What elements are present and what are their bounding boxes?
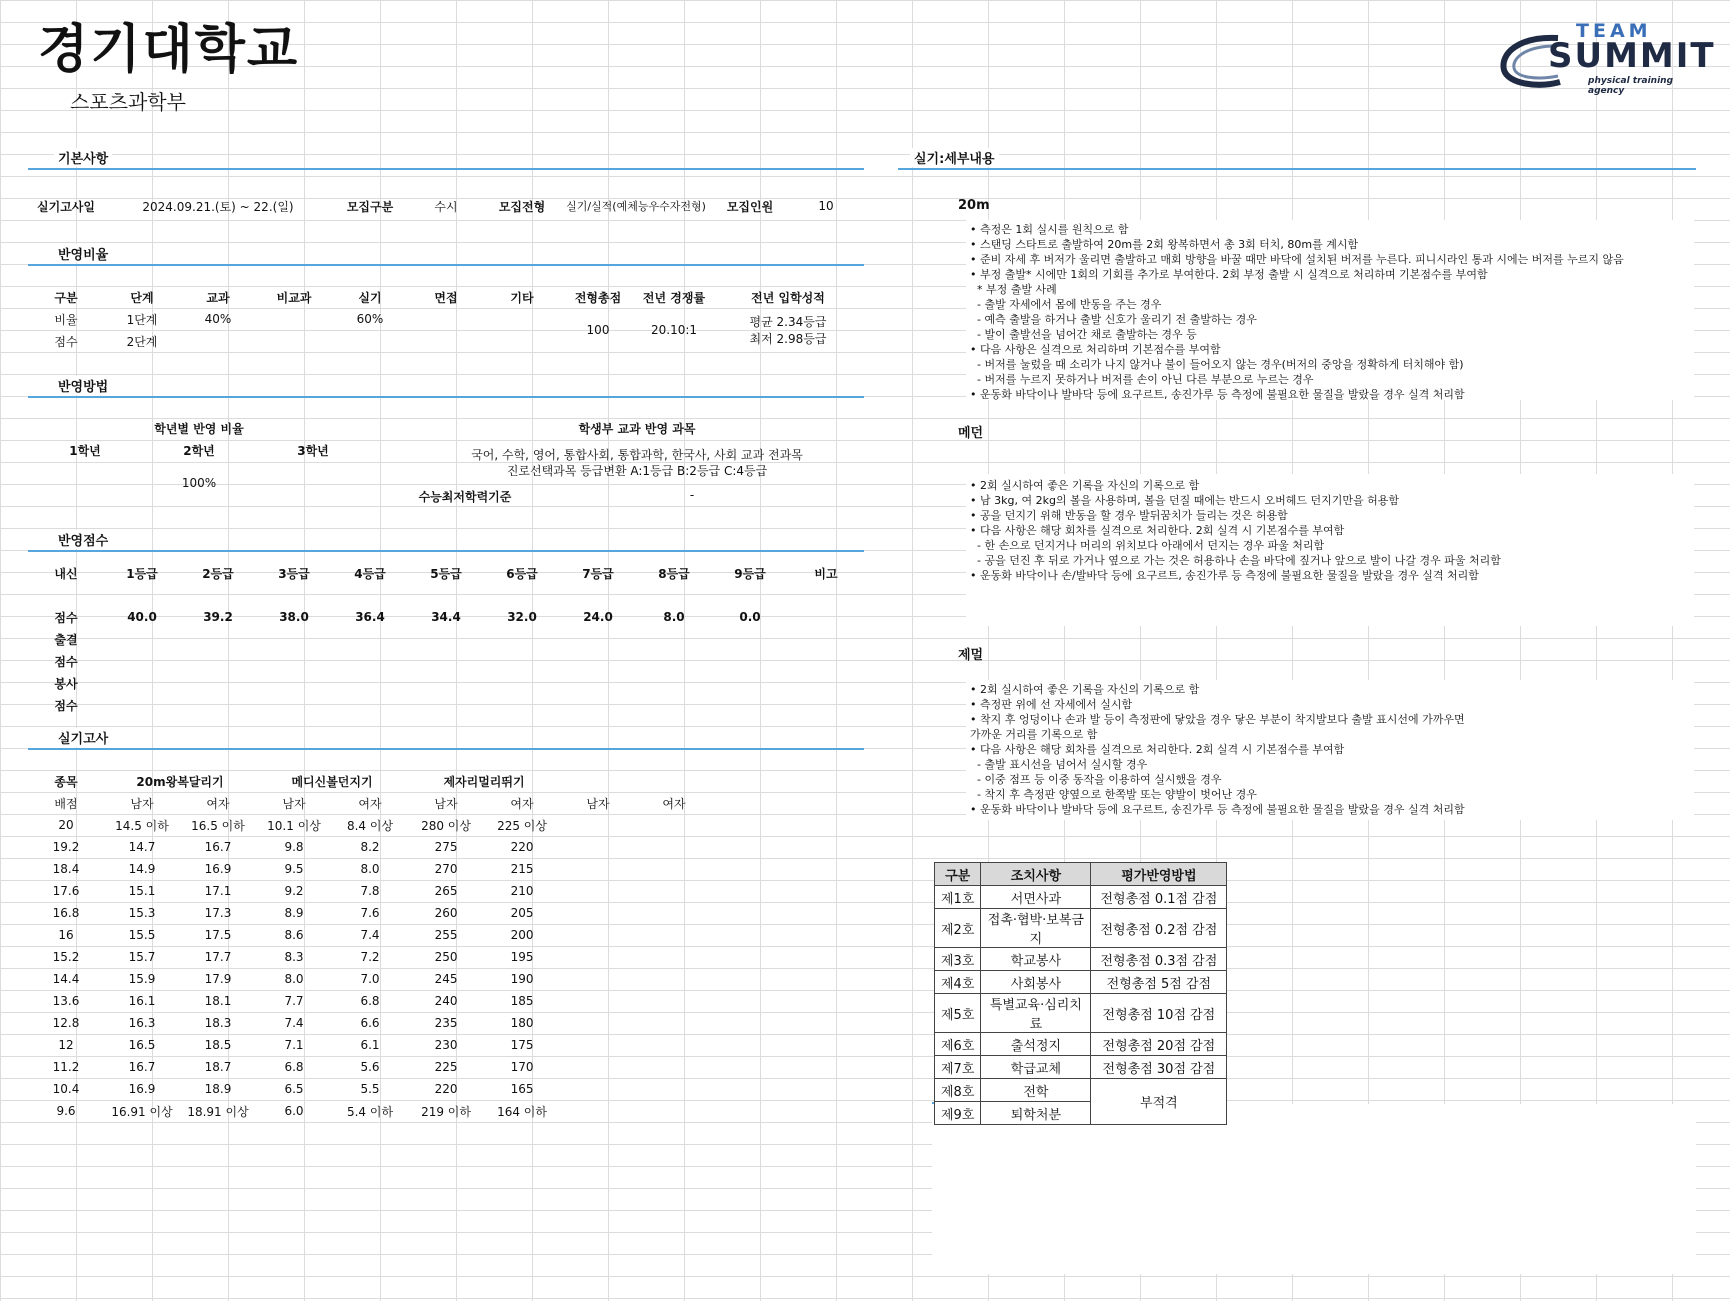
exam-date-value: 2024.09.21.(토) ~ 22.(일): [142, 199, 294, 214]
practical-cell: 16.7: [204, 840, 232, 854]
score-extra-label: 봉사: [54, 676, 78, 691]
practical-cell: 15.9: [128, 972, 156, 986]
practical-cell: 14.9: [128, 862, 156, 876]
penalty-level: 제9호: [935, 1102, 981, 1125]
practical-cell: 170: [510, 1060, 534, 1074]
jump-rules: • 2회 실시하여 좋은 기록을 자신의 기록으로 함 • 측정판 위에 선 자세에서 실시함 • 착지 후 엉덩이나 손과 발 등이 측정판에 닿았을 경우 닿은 부분이 착지발보다 출발 표시선에 가까우면 가까운 거리를 기록으로 함 • 다음 사항은 해당 회차를 실격으로 처리한다. 2회 실격 시 기본점수를 부여함 - 출발 표시선을 넘어서 실시할 경우 - 이중 점프 등 이중 동작을 이용하여 실시했을 경우 - 착지 후 측정판 양옆으로 한쪽발 또는 양발이 벗어난 경우 • 운동화 바닥이나 발바닥 등에 요구르트, 송진가루 등 측정에 불필요한 물질을 발랐을 경우 실격 처리함: [966, 680, 1694, 820]
penalty-method: 전형총점 0.3점 감점: [1091, 948, 1227, 971]
penalty-row: [935, 909, 1227, 948]
practical-row: [28, 858, 712, 880]
penalty-level: 제8호: [935, 1079, 981, 1102]
practical-points: 12: [58, 1038, 74, 1052]
grade-2: 2학년: [183, 444, 215, 458]
run-rules: • 측정은 1회 실시를 원칙으로 함 • 스탠딩 스타트로 출발하여 20m를 2회 왕복하면서 총 3회 터치, 80m를 계시함 • 준비 자세 후 버저가 울리면 출발하고 매회 방향을 바꿀 때만 바닥에 설치된 버저를 누른다. 피니시라인 통과 시에는 버저를 누르지 않음 • 부정 출발* 시에만 1회의 기회를 추가로 부여한다. 2회 부정 출발 시 실격으로 처리하며 기본점수를 부여함 * 부정 출발 사례 - 출발 자세에서 몸에 반동을 주는 경우 - 예측 출발을 하거나 출발 신호가 울리기 전 출발하는 경우 - 발이 출발선을 넘어간 채로 출발하는 경우 등 • 다음 사항은 실격으로 처리하며 기본점수를 부여함 - 버저를 눌렀을 때 소리가 나지 않거나 불이 들어오지 않는 경우(버저의 중앙을 정확하게 터치해야 함) - 버저를 누르지 못하거나 버저를 손이 아닌 다른 부분으로 누르는 경우 • 운동화 바닥이나 발바닥 등에 요구르트, 송진가루 등 측정에 불필요한 물질을 발랐을 경우 실격 처리함: [966, 220, 1694, 400]
practical-cell: 200: [510, 928, 534, 942]
score-header: 내신: [54, 566, 78, 581]
practical-cell: 240: [434, 994, 458, 1008]
penalty-row: [935, 1033, 1227, 1056]
event-label: 종목: [54, 774, 78, 789]
event-name: 20m왕복달리기: [136, 774, 224, 789]
ratio-header: 단계: [130, 290, 154, 305]
practical-cell: 9.8: [284, 840, 304, 854]
practical-cell: 260: [434, 906, 458, 920]
event-name: 제자리멀리뛰기: [443, 774, 525, 789]
practical-cell: 9.5: [284, 862, 304, 876]
practical-cell: 230: [434, 1038, 458, 1052]
penalty-disqualified: 부적격: [1091, 1079, 1227, 1125]
practical-row: [28, 1012, 712, 1034]
score-extra-label: 점수: [54, 654, 78, 669]
practical-points: 18.4: [52, 862, 80, 876]
csat-value: -: [689, 488, 695, 502]
penalty-method: 전형총점 0.2점 감점: [1091, 909, 1227, 948]
practical-cell: 195: [510, 950, 534, 964]
grade-3: 3학년: [297, 444, 329, 458]
gender-female: 여자: [510, 796, 534, 811]
practical-cell: 270: [434, 862, 458, 876]
admission-label: 모집전형: [498, 199, 546, 214]
practical-cell: 18.1: [204, 994, 232, 1008]
practical-cell: 6.5: [284, 1082, 304, 1096]
penalty-level: 제3호: [935, 948, 981, 971]
practical-cell: 9.2: [284, 884, 304, 898]
score-value: 8.0: [663, 610, 685, 624]
section-divider: [28, 748, 864, 750]
practical-cell: 225: [434, 1060, 458, 1074]
penalty-action: 학교봉사: [981, 948, 1091, 971]
practical-points: 10.4: [52, 1082, 80, 1096]
penalty-action: 학급교체: [981, 1056, 1091, 1079]
score-value: 34.4: [431, 610, 461, 624]
practical-row: [28, 990, 712, 1012]
ratio-stage: 1단계: [126, 312, 158, 327]
score-value: 40.0: [127, 610, 157, 624]
practical-cell: 16.7: [128, 1060, 156, 1074]
practical-cell: 17.5: [204, 928, 232, 942]
penalty-header: 평가반영방법: [1091, 863, 1227, 886]
logo-team-text: TEAM: [1576, 20, 1652, 42]
section-title-method: 반영방법: [54, 376, 112, 395]
practical-cell: 6.0: [284, 1104, 304, 1118]
practical-cell: 210: [510, 884, 534, 898]
penalty-header: 조치사항: [981, 863, 1091, 886]
ratio-row-label: 비율: [54, 312, 78, 327]
practical-cell: 219 이하: [421, 1104, 471, 1119]
penalty-level: 제2호: [935, 909, 981, 948]
practical-cell: 250: [434, 950, 458, 964]
practical-cell: 18.7: [204, 1060, 232, 1074]
score-header: 5등급: [430, 566, 462, 581]
score-header: 8등급: [658, 566, 690, 581]
practical-cell: 165: [510, 1082, 534, 1096]
ratio-header: 기타: [510, 290, 534, 305]
ratio-header: 면접: [434, 290, 458, 305]
practical-cell: 5.4 이하: [346, 1104, 394, 1119]
practical-cell: 8.0: [284, 972, 304, 986]
practical-cell: 17.3: [204, 906, 232, 920]
score-header: 2등급: [202, 566, 234, 581]
practical-points: 14.4: [52, 972, 80, 986]
penalty-level: 제1호: [935, 886, 981, 909]
practical-cell: 6.1: [360, 1038, 380, 1052]
ratio-practical: 60%: [356, 312, 384, 326]
score-value: 32.0: [507, 610, 537, 624]
grade-ratio-header: 학년별 반영 비율: [154, 422, 244, 436]
practical-cell: 7.4: [284, 1016, 304, 1030]
section-divider: [28, 168, 864, 170]
practical-cell: 7.6: [360, 906, 380, 920]
gender-female: 여자: [662, 796, 686, 811]
penalty-method: 전형총점 5점 감점: [1091, 971, 1227, 994]
penalty-row: [935, 994, 1227, 1033]
blank-panel: [932, 1104, 1696, 1274]
practical-row: [28, 836, 712, 858]
practical-cell: 6.8: [360, 994, 380, 1008]
practical-points: 15.2: [52, 950, 80, 964]
practical-cell: 15.3: [128, 906, 156, 920]
practical-cell: 7.7: [284, 994, 304, 1008]
penalty-row: [935, 886, 1227, 909]
gender-female: 여자: [358, 796, 382, 811]
practical-cell: 5.6: [360, 1060, 380, 1074]
practical-row: [28, 1078, 712, 1100]
practical-cell: 7.1: [284, 1038, 304, 1052]
score-value: 39.2: [203, 610, 233, 624]
score-header: 비고: [814, 566, 838, 581]
practical-cell: 14.7: [128, 840, 156, 854]
penalty-action: 서면사과: [981, 886, 1091, 909]
subject-line-2: 진로선택과목 등급변환 A:1등급 B:2등급 C:4등급: [506, 464, 768, 478]
gender-male: 남자: [586, 796, 610, 811]
section-title-detail: 실기:세부내용: [910, 148, 999, 167]
practical-cell: 16.9: [128, 1082, 156, 1096]
gender-male: 남자: [130, 796, 154, 811]
penalty-level: 제6호: [935, 1033, 981, 1056]
practical-points: 19.2: [52, 840, 80, 854]
practical-cell: 8.3: [284, 950, 304, 964]
ratio-header: 전년 경쟁률: [642, 290, 706, 305]
practical-row: [28, 902, 712, 924]
practical-cell: 7.8: [360, 884, 380, 898]
ratio-admission-grade: [712, 308, 864, 352]
recruit-type-value: 수시: [434, 199, 458, 214]
recruit-type-label: 모집구분: [346, 199, 394, 214]
penalty-row: [935, 948, 1227, 971]
practical-cell: 7.4: [360, 928, 380, 942]
practical-cell: 164 이하: [497, 1104, 547, 1119]
practical-cell: 5.5: [360, 1082, 380, 1096]
logo-summit-text: SUMMIT: [1548, 36, 1716, 76]
section-title-basic: 기본사항: [54, 148, 112, 167]
penalty-method: 전형총점 10점 감점: [1091, 994, 1227, 1033]
section-divider: [28, 550, 864, 552]
ratio-row-label: 점수: [54, 334, 78, 349]
section-divider: [28, 264, 864, 266]
practical-points: 17.6: [52, 884, 80, 898]
basic-info-table: [28, 194, 864, 218]
practical-cell: 16.9: [204, 862, 232, 876]
practical-cell: 280 이상: [421, 818, 471, 833]
penalty-row: [935, 1056, 1227, 1079]
team-summit-logo: [1498, 20, 1716, 96]
page-subtitle: 스포츠과학부: [70, 90, 186, 114]
score-header: 4등급: [354, 566, 386, 581]
practical-cell: 190: [510, 972, 534, 986]
practical-cell: 17.9: [204, 972, 232, 986]
practical-cell: 220: [510, 840, 534, 854]
section-title-score: 반영점수: [54, 530, 112, 549]
penalty-action: 전학: [981, 1079, 1091, 1102]
practical-cell: 15.1: [128, 884, 156, 898]
practical-cell: 14.5 이하: [115, 818, 169, 833]
practical-row: [28, 968, 712, 990]
penalty-action: 사회봉사: [981, 971, 1091, 994]
ratio-header: 실기: [358, 290, 382, 305]
practical-table: [28, 770, 712, 1122]
exam-date-label: 실기고사일: [37, 199, 95, 214]
score-header: 1등급: [126, 566, 158, 581]
practical-cell: 175: [510, 1038, 534, 1052]
quota-label: 모집인원: [726, 199, 774, 214]
ratio-total: 100: [586, 323, 610, 337]
practical-cell: 17.1: [204, 884, 232, 898]
penalty-action: 접촉·협박·보복금지: [981, 909, 1091, 948]
practical-cell: 180: [510, 1016, 534, 1030]
penalty-level: 제7호: [935, 1056, 981, 1079]
penalty-level: 제5호: [935, 994, 981, 1033]
practical-cell: 185: [510, 994, 534, 1008]
csat-label: 수능최저학력기준: [418, 490, 512, 504]
gender-male: 남자: [282, 796, 306, 811]
penalty-level: 제4호: [935, 971, 981, 994]
practical-row: [28, 1100, 712, 1122]
practical-cell: 6.6: [360, 1016, 380, 1030]
practical-cell: 16.1: [128, 994, 156, 1008]
score-header: 7등급: [582, 566, 614, 581]
practical-cell: 6.8: [284, 1060, 304, 1074]
penalty-row: [935, 1079, 1227, 1102]
practical-cell: 18.91 이상: [187, 1104, 249, 1119]
practical-row: [28, 946, 712, 968]
practical-cell: 18.9: [204, 1082, 232, 1096]
practical-points: 20: [58, 818, 74, 832]
practical-points: 16.8: [52, 906, 80, 920]
practical-cell: 215: [510, 862, 534, 876]
score-value: 0.0: [739, 610, 761, 624]
penalty-method: 전형총점 30점 감점: [1091, 1056, 1227, 1079]
practical-row: [28, 880, 712, 902]
score-value: 38.0: [279, 610, 309, 624]
ball-rules: • 2회 실시하여 좋은 기록을 자신의 기록으로 함 • 남 3kg, 여 2kg의 볼을 사용하며, 볼을 던질 때에는 반드시 오버헤드 던지기만을 허용함 • 공을 던지기 위해 반동을 할 경우 발뒤꿈치가 들리는 것은 허용함 • 다음 사항은 해당 회차를 실격으로 처리한다. 2회 실격 시 기본점수를 부여함 - 한 손으로 던지거나 머리의 위치보다 아래에서 던지는 경우 파울 처리함 - 공을 던진 후 뒤로 가거나 옆으로 가는 것은 허용하나 손을 바닥에 짚거나 앞으로 발이 나갈 경우 파울 처리함 • 운동화 바닥이나 손/발바닥 등에 요구르트, 송진가루 등 측정에 불필요한 물질을 발랐을 경우 실격 처리함: [966, 474, 1694, 626]
practical-row: [28, 1034, 712, 1056]
section-divider: [898, 168, 1696, 170]
practical-cell: 15.5: [128, 928, 156, 942]
admission-value: 실기/실적(예체능우수자전형): [566, 200, 706, 213]
practical-cell: 7.2: [360, 950, 380, 964]
practical-row: [28, 924, 712, 946]
ratio-table: [28, 286, 864, 352]
practical-cell: 10.1 이상: [267, 818, 321, 833]
practical-cell: 16.91 이상: [111, 1104, 173, 1119]
run-title: 20m: [958, 198, 990, 213]
logo-agency-text: physical training agency: [1588, 76, 1674, 96]
practical-cell: 18.3: [204, 1016, 232, 1030]
penalty-method: 전형총점 20점 감점: [1091, 1033, 1227, 1056]
ratio-header: 교과: [206, 290, 230, 305]
ratio-stage: 2단계: [126, 334, 158, 349]
event-name: 메디신볼던지기: [291, 774, 373, 789]
practical-cell: 275: [434, 840, 458, 854]
section-title-ratio: 반영비율: [54, 244, 112, 263]
score-value: 36.4: [355, 610, 385, 624]
points-label: 배점: [54, 796, 78, 811]
practical-cell: 245: [434, 972, 458, 986]
practical-cell: 205: [510, 906, 534, 920]
score-extra-label: 출결: [54, 632, 78, 647]
quota-value: 10: [818, 199, 834, 213]
practical-cell: 8.6: [284, 928, 304, 942]
ratio-header: 전형총점: [574, 290, 622, 305]
practical-cell: 17.7: [204, 950, 232, 964]
penalty-header: 구분: [935, 863, 981, 886]
penalty-table: [934, 862, 1227, 1125]
score-table: [28, 562, 864, 716]
gender-male: 남자: [434, 796, 458, 811]
practical-points: 12.8: [52, 1016, 80, 1030]
practical-cell: 16.5: [128, 1038, 156, 1052]
score-header: 3등급: [278, 566, 310, 581]
practical-points: 11.2: [52, 1060, 80, 1074]
practical-row: [28, 1056, 712, 1078]
penalty-action: 특별교육·심리치료: [981, 994, 1091, 1033]
ratio-header: 구분: [54, 290, 78, 305]
grade-1: 1학년: [69, 444, 101, 458]
ratio-header: 전년 입학성적: [751, 290, 825, 305]
practical-cell: 18.5: [204, 1038, 232, 1052]
page-title: 경기대학교: [38, 20, 300, 80]
practical-cell: 235: [434, 1016, 458, 1030]
practical-cell: 8.4 이상: [346, 818, 394, 833]
ratio-header: 비교과: [276, 290, 312, 305]
practical-cell: 265: [434, 884, 458, 898]
ratio-subject: 40%: [204, 312, 232, 326]
score-extra-label: 점수: [54, 698, 78, 713]
penalty-row: [935, 971, 1227, 994]
practical-cell: 255: [434, 928, 458, 942]
practical-cell: 8.9: [284, 906, 304, 920]
penalty-action: 출석정지: [981, 1033, 1091, 1056]
jump-title: 제멀: [958, 648, 984, 663]
penalty-method: 전형총점 0.1점 감점: [1091, 886, 1227, 909]
subject-line-1: 국어, 수학, 영어, 통합사회, 통합과학, 한국사, 사회 교과 전과목: [471, 448, 803, 462]
ball-title: 메던: [958, 426, 984, 441]
penalty-action: 퇴학처분: [981, 1102, 1091, 1125]
ratio-competition: 20.10:1: [650, 323, 698, 337]
admission-min: 최저 2.98등급: [749, 332, 827, 346]
practical-cell: 8.2: [360, 840, 380, 854]
practical-points: 13.6: [52, 994, 80, 1008]
score-header: 9등급: [734, 566, 766, 581]
practical-cell: 7.0: [360, 972, 380, 986]
practical-cell: 8.0: [360, 862, 380, 876]
score-value: 24.0: [583, 610, 613, 624]
subject-header: 학생부 교과 반영 과목: [578, 422, 696, 436]
gender-female: 여자: [206, 796, 230, 811]
section-divider: [28, 396, 864, 398]
practical-cell: 15.7: [128, 950, 156, 964]
admission-avg: 평균 2.34등급: [749, 315, 827, 329]
practical-row: [28, 814, 712, 836]
score-header: 6등급: [506, 566, 538, 581]
practical-points: 9.6: [56, 1104, 76, 1118]
score-row-label: 점수: [54, 610, 78, 625]
practical-points: 16: [58, 928, 74, 942]
practical-cell: 225 이상: [497, 818, 547, 833]
practical-cell: 16.5 이하: [191, 818, 245, 833]
grade-ratio-value: 100%: [181, 476, 217, 490]
practical-cell: 220: [434, 1082, 458, 1096]
practical-cell: 16.3: [128, 1016, 156, 1030]
section-title-practical: 실기고사: [54, 728, 112, 747]
